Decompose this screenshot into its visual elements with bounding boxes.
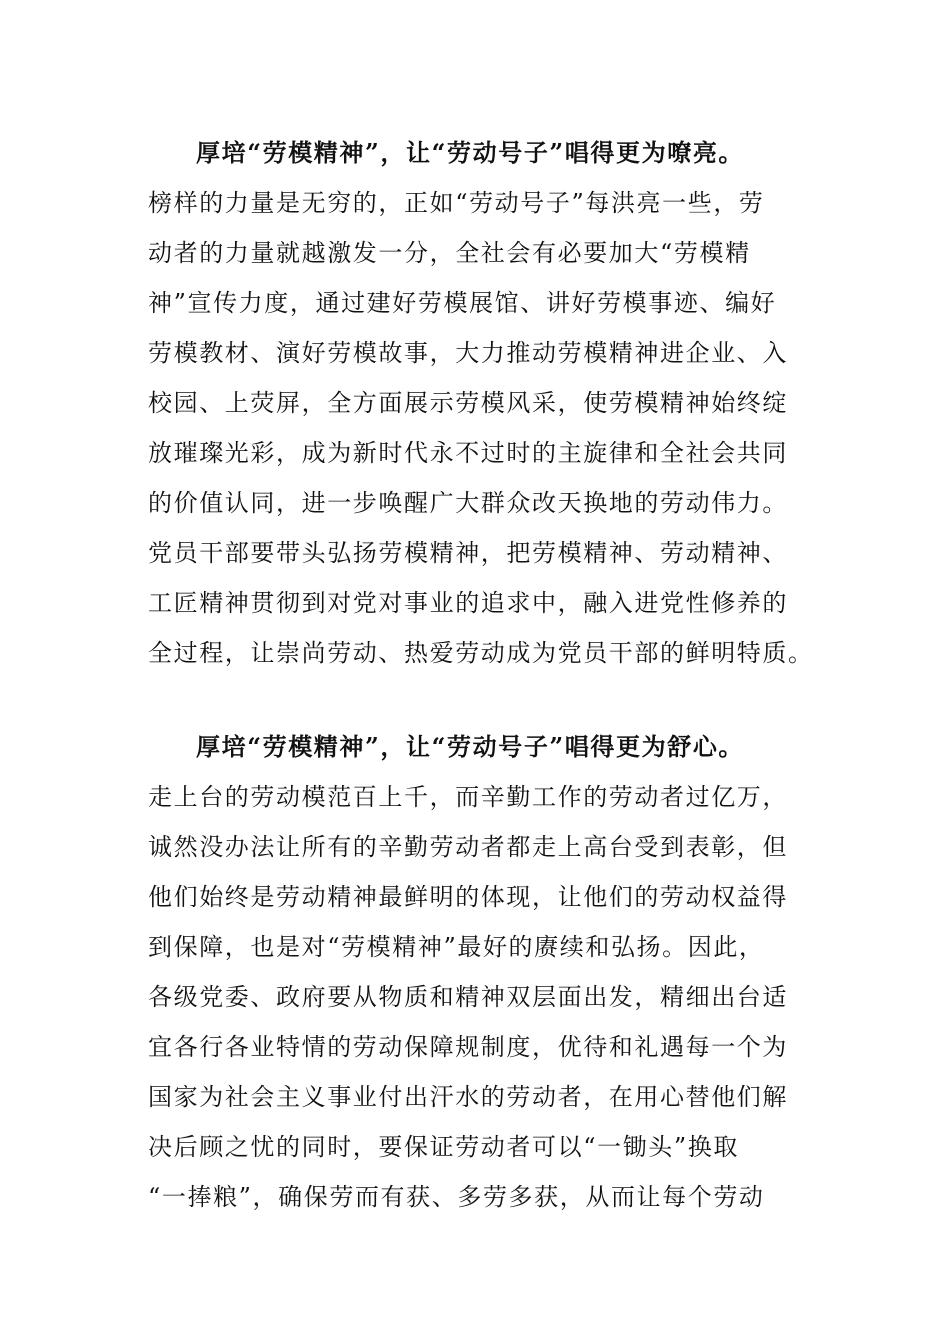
paragraph-line: 神”宣传力度，通过建好劳模展馆、讲好劳模事迹、编好: [148, 289, 777, 317]
paragraph-line: 全过程，让崇尚劳动、热爱劳动成为党员干部的鲜明特质。: [148, 639, 814, 667]
paragraph-line: 国家为社会主义事业付出汗水的劳动者，在用心替他们解: [148, 1083, 788, 1111]
paragraph-2: [148, 722, 828, 1222]
paragraph-line: 放璀璨光彩，成为新时代永不过时的主旋律和全社会共同: [148, 439, 788, 467]
paragraph-line: 决后顾之忧的同时，要保证劳动者可以“一锄头”换取: [148, 1133, 739, 1161]
paragraph-line: 宜各行各业特情的劳动保障规制度，优待和礼遇每一个为: [148, 1033, 788, 1061]
paragraph-line: 动者的力量就越激发一分，全社会有必要加大“劳模精: [148, 239, 751, 267]
paragraph-line: 劳模教材、演好劳模故事，大力推动劳模精神进企业、入: [148, 339, 788, 367]
paragraph-1: [148, 128, 828, 678]
paragraph-line: 工匠精神贯彻到对党对事业的追求中，融入进党性修养的: [148, 589, 788, 617]
paragraph-line: 他们始终是劳动精神最鲜明的体现，让他们的劳动权益得: [148, 883, 788, 911]
paragraph-line: 校园、上荧屏，全方面展示劳模风采，使劳模精神始终绽: [148, 389, 788, 417]
paragraph-line: 的价值认同，进一步唤醒广大群众改天换地的劳动伟力。: [148, 489, 788, 517]
paragraph-line: 榜样的力量是无穷的，正如“劳动号子”每洪亮一些，劳: [148, 189, 765, 217]
paragraph-line: “一捧粮”，确保劳而有获、多劳多获，从而让每个劳动: [148, 1183, 765, 1211]
paragraph-heading: 厚培“劳模精神”，让“劳动号子”唱得更为嘹亮。: [196, 138, 745, 167]
paragraph-line: 到保障，也是对“劳模精神”最好的赓续和弘扬。因此，: [148, 933, 765, 961]
paragraph-line: 走上台的劳动模范百上千，而辛勤工作的劳动者过亿万，: [148, 783, 788, 811]
paragraph-heading: 厚培“劳模精神”，让“劳动号子”唱得更为舒心。: [196, 732, 745, 761]
paragraph-line: 诚然没办法让所有的辛勤劳动者都走上高台受到表彰，但: [148, 833, 788, 861]
paragraph-line: 各级党委、政府要从物质和精神双层面出发，精细出台适: [148, 983, 788, 1011]
paragraph-line: 党员干部要带头弘扬劳模精神，把劳模精神、劳动精神、: [148, 539, 788, 567]
